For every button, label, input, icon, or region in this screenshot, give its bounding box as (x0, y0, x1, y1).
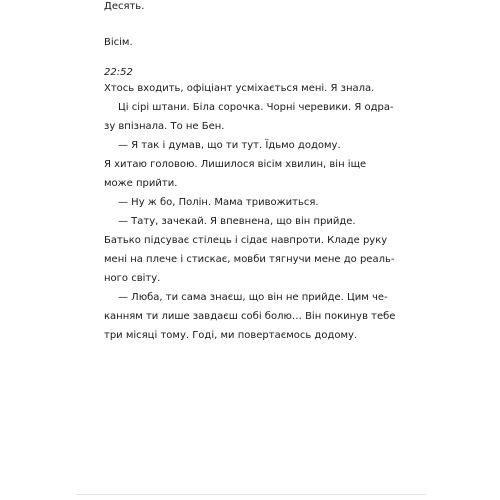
text-line: Я хитаю головою. Лишилося вісім хвилин, він іще (104, 159, 367, 170)
text-line: три місяці тому. Годі, ми повертаємось додому. (104, 330, 358, 341)
page-bottom-divider (76, 494, 426, 495)
countdown-line-eight: Вісім. (104, 37, 133, 48)
text-line: канням ти лише завдаєш собі болю… Він покинув тебе (104, 311, 396, 322)
text-line: зу впізнала. То не Бен. (104, 121, 225, 132)
text-line: ного світу. (104, 273, 161, 284)
body-text (104, 79, 395, 345)
text-line: Ці сірі штани. Біла сорочка. Чорні черевики. Я одра- (118, 102, 394, 113)
time-stamp: 22:52 (104, 67, 133, 78)
text-line: — Люба, ти сама знаєш, що він не прийде. Цим че- (118, 292, 388, 303)
text-line: Батько підсуває стілець і сідає навпроти. Кладе руку (104, 235, 388, 246)
text-line: — Тату, зачекай. Я впевнена, що він прийде. (118, 216, 356, 227)
text-line: може прийти. (104, 178, 178, 189)
countdown-line-ten: Десять. (104, 1, 145, 12)
text-line: — Я так і думав, що ти тут. Їдьмо додому. (118, 140, 341, 151)
text-line: — Ну ж бо, Полін. Мама тривожиться. (118, 197, 319, 208)
text-line: мені на плече і стискає, мовби тягнучи мене до реаль- (104, 254, 395, 265)
text-line: Хтось входить, офіціант усміхається мені. Я знала. (104, 83, 375, 94)
